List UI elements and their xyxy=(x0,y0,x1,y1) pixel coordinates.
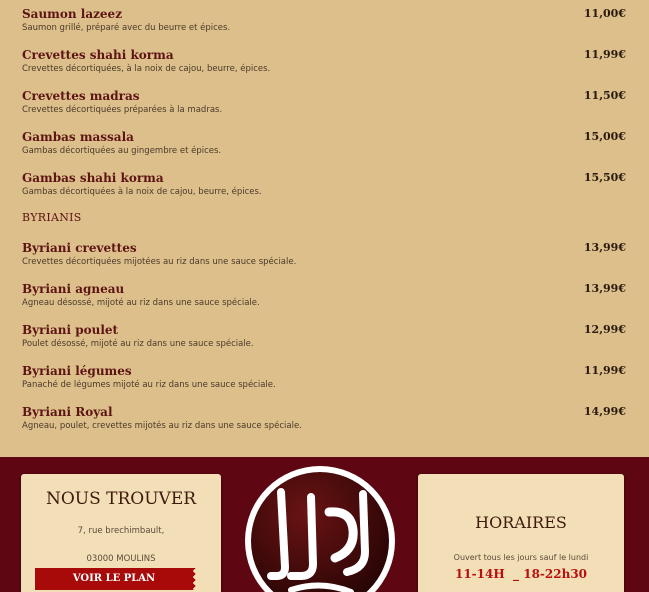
item-price: 13,99€ xyxy=(583,241,626,254)
halal-logo-emblem xyxy=(251,472,389,592)
item-price: 11,50€ xyxy=(583,89,626,102)
address-street: 7, rue brechimbault, xyxy=(77,526,165,536)
item-name: Byriani légumes xyxy=(22,364,132,378)
opening-hours: 11-14H _ 18-22h30 xyxy=(454,567,588,581)
halal-calligraphy-icon xyxy=(251,472,389,592)
item-name: Crevettes madras xyxy=(22,89,140,103)
item-description: Crevettes décortiquées préparées à la madras. xyxy=(22,105,223,115)
item-price: 11,99€ xyxy=(583,364,626,377)
halal-logo xyxy=(245,466,395,592)
item-description: Saumon grillé, préparé avec du beurre et épices. xyxy=(22,23,231,33)
item-name: Gambas shahi korma xyxy=(22,171,164,185)
item-description: Crevettes décortiquées, à la noix de cajou, beurre, épices. xyxy=(22,64,271,74)
item-name: Saumon lazeez xyxy=(22,7,123,21)
find-us-card xyxy=(21,474,221,592)
hours-title: HORAIRES xyxy=(475,513,567,532)
item-name: Byriani crevettes xyxy=(22,241,137,255)
item-description: Poulet désossé, mijoté au riz dans une sauce spéciale. xyxy=(22,339,254,349)
item-name: Byriani Royal xyxy=(22,405,113,419)
footer xyxy=(0,457,649,592)
address-city: 03000 MOULINS xyxy=(86,554,156,564)
hours-card xyxy=(418,474,624,592)
hours-subtitle: Ouvert tous les jours sauf le lundi xyxy=(453,553,589,562)
item-price: 12,99€ xyxy=(583,323,626,336)
item-description: Gambas décortiquées à la noix de cajou, beurre, épices. xyxy=(22,187,262,197)
view-map-button[interactable]: VOIR LE PLAN xyxy=(35,568,193,590)
item-price: 14,99€ xyxy=(583,405,626,418)
item-price: 13,99€ xyxy=(583,282,626,295)
item-description: Crevettes décortiquées mijotées au riz dans une sauce spéciale. xyxy=(22,257,297,267)
item-price: 11,00€ xyxy=(583,7,626,20)
item-price: 15,00€ xyxy=(583,130,626,143)
item-name: Byriani agneau xyxy=(22,282,125,296)
item-description: Gambas décortiquées au gingembre et épices. xyxy=(22,146,222,156)
item-price: 11,99€ xyxy=(583,48,626,61)
item-description: Agneau désossé, mijoté au riz dans une sauce spéciale. xyxy=(22,298,260,308)
item-description: Panaché de légumes mijoté au riz dans une sauce spéciale. xyxy=(22,380,276,390)
item-name: Crevettes shahi korma xyxy=(22,48,174,62)
section-title-byrianis: BYRIANIS xyxy=(22,211,82,224)
find-us-title: NOUS TROUVER xyxy=(45,489,197,509)
item-price: 15,50€ xyxy=(583,171,626,184)
item-name: Gambas massala xyxy=(22,130,134,144)
item-name: Byriani poulet xyxy=(22,323,119,337)
item-description: Agneau, poulet, crevettes mijotés au riz dans une sauce spéciale. xyxy=(22,421,302,431)
